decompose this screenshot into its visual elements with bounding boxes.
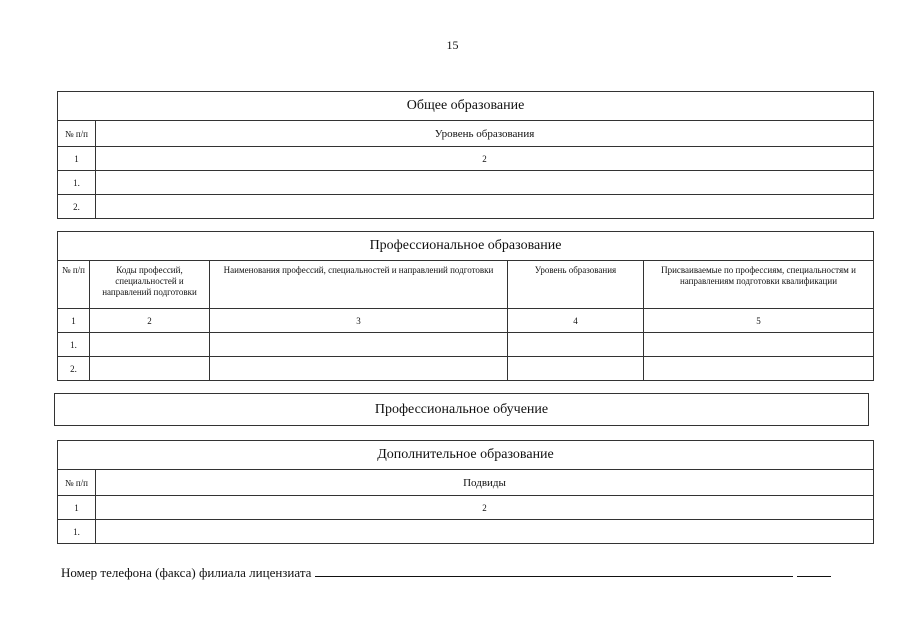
row-number: 2. [58, 357, 90, 381]
header-qualifications: Присваиваемые по профессиям, специальностям и направлениям подготовки квалификации [644, 261, 874, 309]
page-number: 15 [446, 38, 459, 52]
codes-cell[interactable] [90, 357, 210, 381]
row-number: 2. [58, 195, 96, 219]
row-number: 1. [58, 171, 96, 195]
row-number: 1. [58, 333, 90, 357]
qualifications-cell[interactable] [644, 357, 874, 381]
header-names: Наименования профессий, специальностей и направлений подготовки [210, 261, 508, 309]
header-number: № п/п [58, 261, 90, 309]
professional-training-box: Профессиональное обучение [54, 393, 869, 426]
column-number: 4 [508, 309, 644, 333]
header-subtypes: Подвиды [96, 470, 874, 496]
table-row [58, 195, 874, 219]
row-number: 1. [58, 520, 96, 544]
column-number: 1 [58, 496, 96, 520]
header-codes: Коды профессий, специальностей и направлений подготовки [90, 261, 210, 309]
subtype-cell[interactable] [96, 520, 874, 544]
phone-input-line[interactable] [315, 563, 793, 577]
names-cell[interactable] [210, 357, 508, 381]
header-education-level: Уровень образования [96, 121, 874, 147]
qualifications-cell[interactable] [644, 333, 874, 357]
general-education-title: Общее образование [58, 92, 874, 121]
column-number: 2 [96, 496, 874, 520]
column-number: 5 [644, 309, 874, 333]
header-number: № п/п [58, 121, 96, 147]
phone-input-line-extra[interactable] [797, 563, 831, 577]
phone-label: Номер телефона (факса) филиала лицензиата [61, 565, 312, 580]
table-row [58, 333, 874, 357]
education-level-cell[interactable] [508, 333, 644, 357]
header-number: № п/п [58, 470, 96, 496]
column-number: 2 [90, 309, 210, 333]
column-number: 2 [96, 147, 874, 171]
names-cell[interactable] [210, 333, 508, 357]
education-level-cell[interactable] [508, 357, 644, 381]
additional-education-table [57, 440, 874, 544]
column-number: 3 [210, 309, 508, 333]
table-row [58, 171, 874, 195]
professional-education-table [57, 231, 874, 381]
professional-education-title: Профессиональное образование [58, 232, 874, 261]
codes-cell[interactable] [90, 333, 210, 357]
education-level-cell[interactable] [96, 171, 874, 195]
general-education-table [57, 91, 874, 219]
education-level-cell[interactable] [96, 195, 874, 219]
phone-field-row [61, 563, 831, 581]
table-row [58, 357, 874, 381]
column-number: 1 [58, 147, 96, 171]
column-number: 1 [58, 309, 90, 333]
header-education-level: Уровень образования [508, 261, 644, 309]
additional-education-title: Дополнительное образование [58, 441, 874, 470]
table-row [58, 520, 874, 544]
